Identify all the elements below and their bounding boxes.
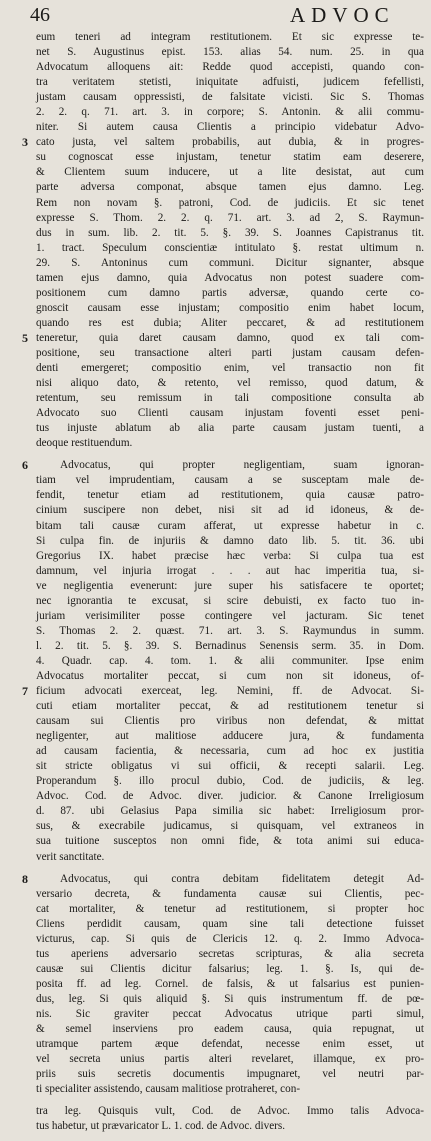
line-text: juriam verisimiliter posse contingere vel jacturam. Sic tenet: [36, 609, 424, 622]
line-text: posita ff. ad leg. Cornel. de falsis, & ut falsarius est punien-: [36, 977, 424, 990]
text-line: [24, 120, 424, 135]
line-text: ti specialiter assistendo, causam malitiose protraheret, con-: [36, 1083, 301, 1096]
line-text: Rem non novam §. patroni, Cod. de judiciis. Et sic tenet: [36, 196, 424, 209]
line-text: d. 87. ubi Gelasius Papa similia sic habet: Irreligiosum pror-: [36, 805, 424, 818]
line-text: Advoc. Cod. de Advoc. diver. judicior. & Canone Irreligiosum: [36, 790, 424, 803]
text-line: [24, 436, 424, 451]
line-text: 1. tract. Speculum conscientiæ intitulato §. restat ultimum n.: [36, 241, 424, 254]
paragraph: [24, 30, 424, 451]
text-line: [24, 391, 424, 406]
line-text: teneretur, quia daret causam damno, quod ex tali com-: [36, 331, 424, 344]
line-text: S. Thomas 2. 2. quæst. 71. art. 3. S. Raymundus in summ.: [36, 624, 424, 637]
text-line: [24, 1067, 424, 1082]
line-text: 2. 2. q. 71. art. 3. in corpore; S. Antonin. & alii commu-: [36, 106, 424, 119]
text-line: [24, 564, 424, 579]
text-line: [24, 503, 424, 518]
text-line: [24, 1007, 424, 1022]
line-text: Advocatus, qui contra debitam fidelitatem detegit Ad-: [60, 872, 424, 885]
line-text: ad causam facientia, & necessaria, cum ad hoc ex justitia: [36, 745, 424, 758]
text-line: [24, 744, 424, 759]
text-line: [24, 977, 424, 992]
text-line: [24, 473, 424, 488]
line-text: causam sui Clientis pro viribus non defendat, & mittat: [36, 715, 424, 728]
line-text: cat mortaliter, & tenetur ad restitutionem, si propter hoc: [36, 902, 424, 915]
line-text: Advocatus mortaliter peccat, si cum non sit idoneus, of-: [36, 669, 424, 682]
line-text: retentum, seu remissum in tali compositione consulta ab: [36, 392, 424, 405]
running-head: ADVOC: [290, 3, 395, 27]
line-text: sit stricte obligatus vi sui officii, & recepti salarii. Leg.: [36, 760, 424, 773]
text-line: [24, 609, 424, 624]
line-text: expresse S. Thom. 2. 2. q. 71. art. 3. ad 2, S. Raymun-: [36, 211, 424, 224]
line-text: fendit, tenetur etiam ad restitutionem, quia causæ patro-: [36, 489, 424, 502]
line-text: parte adversa componat, absque tamen ejus damno. Leg.: [36, 181, 424, 194]
line-text: nisi aliquo dato, & retento, vel remisso, quod datum, &: [36, 377, 424, 390]
line-text: negligenter, aut malitiose adducere jura, & fundamenta: [36, 730, 424, 743]
line-text: vel secreta unius partis alteri revelaret, illamque, ex pro-: [36, 1053, 424, 1066]
text-line: [24, 1022, 424, 1037]
line-text: tra veritatem stetisti, iniquitate adfuisti, judicem fefellisti,: [36, 76, 424, 89]
line-text: Gregorius IX. habet præcise hæc verba: Si culpa tua est: [36, 549, 424, 562]
text-line: [24, 30, 424, 45]
line-text: nis. Sic graviter peccat Advocatus utrique parti simul,: [36, 1008, 424, 1020]
line-text: tus injuste ablatum ab alia parte causam justam tuenti, a: [36, 422, 424, 435]
text-line: [24, 699, 424, 714]
text-line: [24, 902, 424, 917]
text-line: [24, 549, 424, 564]
text-line: [24, 256, 424, 271]
text-line: [24, 1037, 424, 1052]
line-text: Properandum §. illo procul dubio, Cod. de judiciis, & leg.: [36, 775, 424, 788]
text-line: [24, 150, 424, 165]
text-line: [24, 789, 424, 804]
text-line: [24, 654, 424, 669]
line-text: Si culpa fin. de injuriis & damno dato lib. 5. tit. 36. ubi: [36, 534, 424, 547]
text-line: [24, 850, 424, 865]
line-text: l. 2. tit. 5. §. 39. S. Bernadinus Senensis serm. 35. in Dom.: [36, 639, 424, 652]
line-text: bitam tali causæ curam afferat, ut expresse habetur in c.: [36, 519, 424, 532]
text-line: [24, 729, 424, 744]
text-line: [24, 594, 424, 609]
line-text: & Clientem suum inducere, ut a lite desistat, aut cum: [36, 166, 424, 179]
line-text: priis suis secretis documentis impugnaret, vel neutri par-: [36, 1068, 424, 1081]
line-text: Advocatum alloquens ait: Redde quod accepisti, quando con-: [36, 61, 424, 74]
line-text: tra leg. Quisquis vult, Cod. de Advoc. Immo talis Advoca-: [36, 1105, 424, 1118]
line-text: deoque restituendum.: [36, 437, 133, 450]
line-text: tus habetur, ut prævaricator L. 1. cod. de Advoc. divers.: [36, 1120, 286, 1133]
line-text: & semel inserviens pro eadem causa, quia repugnat, ut: [36, 1023, 424, 1036]
margin-number: 7: [22, 684, 28, 699]
text-line: [24, 271, 424, 286]
line-text: cinium suscipere non debet, nisi sit ad id idoneus, & de-: [36, 504, 424, 517]
text-line: [24, 316, 424, 331]
text-line: [24, 488, 424, 503]
line-text: victurus, cap. Si quis de Clericis 12. q. 2. Immo Advoca-: [36, 932, 424, 945]
line-text: sua tuitione susceptos non omni fide, & tota animi sui educa-: [36, 835, 424, 848]
line-text: 4. Quadr. cap. 4. tom. 1. & alii communiter. Ipse enim: [36, 654, 424, 667]
text-line: [24, 60, 424, 75]
text-line: [24, 180, 424, 195]
paragraph: [24, 1104, 424, 1134]
text-line: [24, 1052, 424, 1067]
text-line: [24, 947, 424, 962]
line-text: 29. S. Antoninus cum communi. Dicitur signanter, absque: [36, 256, 424, 269]
text-line: [24, 346, 424, 361]
line-text: quando res est dubia; Aliter peccaret, & ad restitutionem: [36, 316, 424, 329]
text-line: [24, 519, 424, 534]
text-line: [24, 241, 424, 256]
line-text: denti emergeret; compositio enim, vel transactio non fit: [36, 362, 424, 375]
line-text: Advocato suo Clienti causam injustam foventi esset peni-: [36, 407, 424, 420]
line-text: causæ sui Clientis dicitur falsarius; leg. 1. §. Is, qui de-: [36, 962, 424, 975]
text-line: [24, 684, 424, 699]
paragraph-number: 6: [22, 458, 28, 473]
text-line: [24, 90, 424, 105]
text-line: [24, 992, 424, 1007]
line-text: justam causam oppressisti, de falsitate vicisti. Sic S. Thomas: [36, 91, 424, 104]
line-text: tus aperiens adversario secretas scripturas, & alia secreta: [36, 947, 424, 960]
text-line: [24, 301, 424, 316]
text-line: [24, 211, 424, 226]
line-text: damnum, vel injuria irrogat . . . aut hac imperitia tua, si-: [36, 564, 424, 577]
text-line: [24, 196, 424, 211]
line-text: Advocatus, qui propter negligentiam, suam ignoran-: [60, 459, 424, 472]
line-text: positionem cum damno partis adversæ, quando certe co-: [36, 286, 424, 299]
paragraph: [24, 458, 424, 864]
text-line: [24, 534, 424, 549]
text-line: [24, 579, 424, 594]
text-line: [24, 458, 424, 473]
text-line: [24, 962, 424, 977]
body-text: [24, 30, 424, 1141]
text-line: [24, 165, 424, 180]
text-line: [24, 714, 424, 729]
line-text: verit sanctitate.: [36, 850, 105, 863]
line-text: su cognoscat esse injustam, tenetur statim eam deserere,: [36, 151, 424, 164]
paragraph: [24, 872, 424, 1098]
text-line: [24, 406, 424, 421]
line-text: ficium advocati exerceat, leg. Nemini, ff. de Advocat. Si-: [36, 685, 424, 698]
text-line: [24, 887, 424, 902]
text-line: [24, 1119, 424, 1134]
line-text: tiam vel imprudentiam, causam a se susceptam male de-: [36, 474, 424, 487]
text-line: [24, 226, 424, 241]
line-text: niter. Si autem causa Clientis a principio videbatur Advo-: [36, 121, 424, 134]
line-text: tamen ejus damno, quia Advocatus non potest suadere com-: [36, 271, 424, 284]
line-text: net S. Augustinus epist. 153. alias 54. num. 25. in qua: [36, 46, 424, 59]
line-text: positione, seu transactione alteri parti justam causam defen-: [36, 346, 424, 359]
margin-number: 5: [22, 330, 28, 345]
text-line: [24, 804, 424, 819]
text-line: [24, 361, 424, 376]
line-text: ve negligentia evenerunt: jure super his satisfacere te oportet;: [36, 579, 424, 592]
line-text: eum teneri ad integram restitutionem. Et sic expresse te-: [36, 31, 424, 43]
text-line: [24, 1104, 424, 1119]
page-number: 46: [30, 4, 50, 26]
line-text: versario decreta, & fundamenta causæ sui Clientis, pec-: [36, 887, 424, 900]
line-text: cuti etiam mortaliter peccat, & ad restitutionem tenetur si: [36, 700, 424, 713]
text-line: [24, 872, 424, 887]
text-line: [24, 624, 424, 639]
text-line: [24, 135, 424, 150]
text-line: [24, 834, 424, 849]
line-text: gnoscit causam esse injustam; compositio enim habet locum,: [36, 301, 424, 314]
text-line: [24, 639, 424, 654]
line-text: dus, leg. Si quis aliquid §. Si quis instrumentum ff. de pœ-: [36, 992, 424, 1005]
text-line: [24, 75, 424, 90]
text-line: [24, 774, 424, 789]
text-line: [24, 917, 424, 932]
text-line: [24, 331, 424, 346]
paragraph-number: 8: [22, 871, 28, 886]
text-line: [24, 105, 424, 120]
text-line: [24, 376, 424, 391]
text-line: [24, 669, 424, 684]
line-text: Cliens perdidit causam, quam sine tali detectione fuisset: [36, 917, 424, 930]
text-line: [24, 421, 424, 436]
line-text: utramque partem æque defendat, necesse enim esset, ut: [36, 1038, 424, 1051]
line-text: sus, & execrabile judicamus, si quisquam, vel extraneos in: [36, 820, 424, 833]
text-line: [24, 819, 424, 834]
margin-number: 3: [22, 135, 28, 150]
text-line: [24, 286, 424, 301]
text-line: [24, 1082, 424, 1097]
line-text: dus in sum. lib. 2. tit. 5. §. 39. S. Joannes Capistranus tit.: [36, 226, 424, 239]
line-text: cato justa, vel saltem probabilis, aut dubia, & in progres-: [36, 136, 424, 149]
line-text: nec ignorantia te excusat, si scire debuisti, ex facto tuo in-: [36, 594, 424, 607]
text-line: [24, 759, 424, 774]
text-line: [24, 932, 424, 947]
text-line: [24, 45, 424, 60]
